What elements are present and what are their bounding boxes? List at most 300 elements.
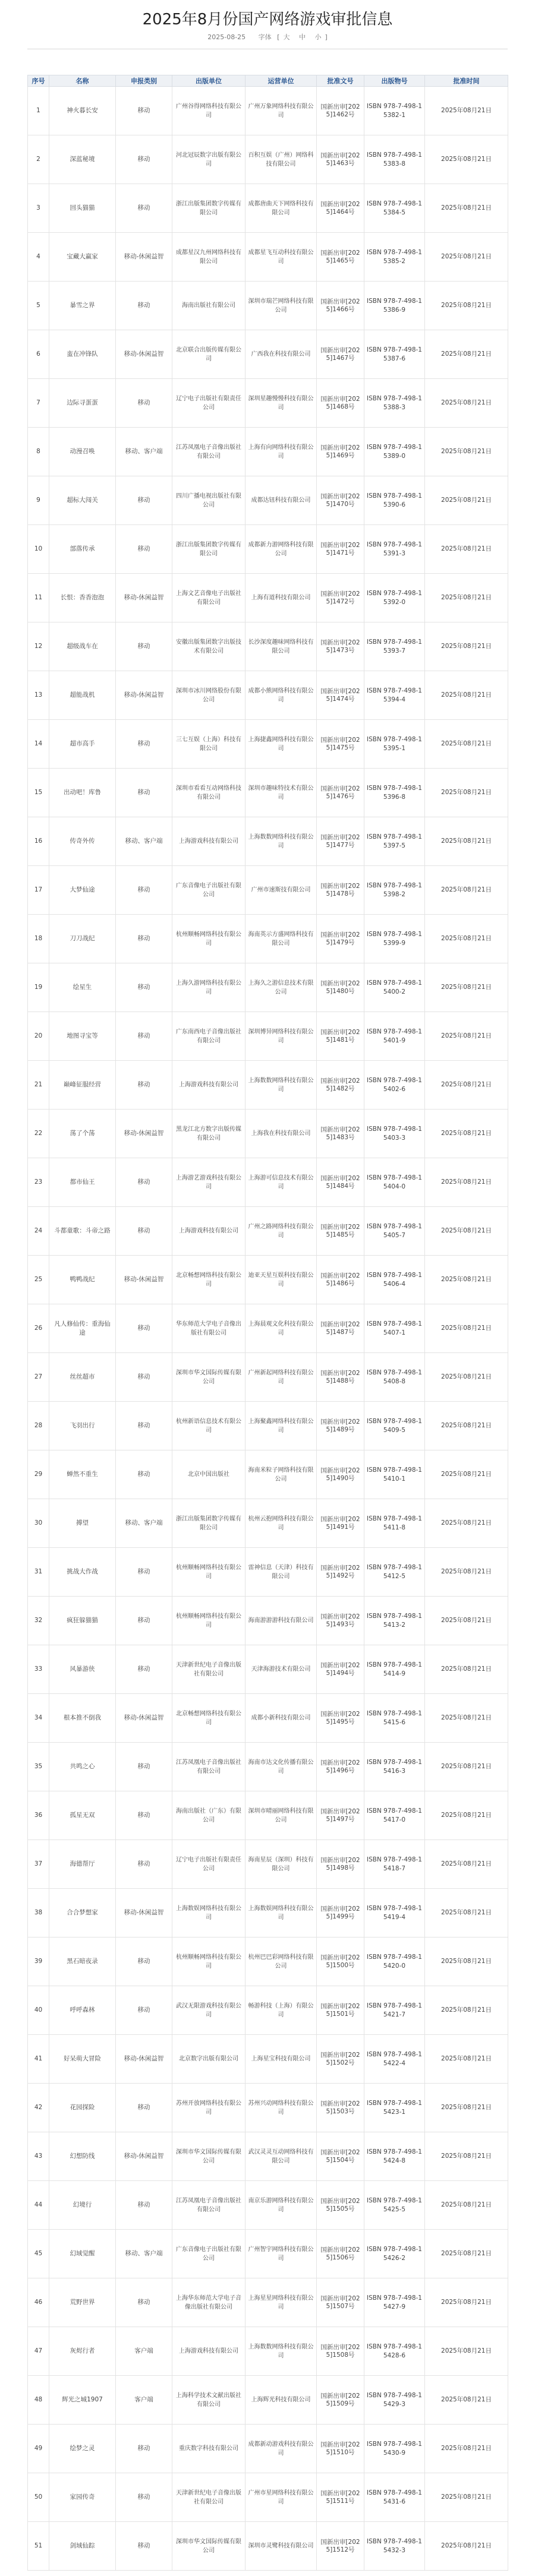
cell-publisher: 安徽出版集团数字出版技术有限公司 [172, 622, 246, 671]
cell-isbn: ISBN 978-7-498-15405-7 [364, 1207, 425, 1256]
cell-name: 疯狂躲猫猫 [49, 1597, 116, 1645]
cell-category: 移动-休闲益智 [116, 1694, 172, 1743]
cell-name: 出动吧！库鲁 [49, 769, 116, 817]
cell-isbn: ISBN 978-7-498-15388-3 [364, 379, 425, 428]
cell-publisher: 上海游戏科技有限公司 [172, 817, 246, 866]
cell-approval-date: 2025年08月21日 [425, 1840, 508, 1889]
cell-isbn: ISBN 978-7-498-15427-9 [364, 2278, 425, 2327]
cell-category: 移动 [116, 1402, 172, 1450]
cell-publisher: 深圳市华文国际传媒有限公司 [172, 1353, 246, 1402]
cell-approval-number: 国新出审[2025]1471号 [317, 525, 364, 574]
cell-publisher: 上海游艺游戏科技有限公司 [172, 1158, 246, 1207]
cell-publisher: 江苏凤凰电子音像出版社有限公司 [172, 1743, 246, 1791]
cell-isbn: ISBN 978-7-498-15402-6 [364, 1061, 425, 1110]
cell-publisher: 北京数字出版有限公司 [172, 2035, 246, 2084]
table-row [28, 428, 508, 476]
cell-no: 1 [28, 87, 49, 135]
table-row [28, 1937, 508, 1986]
cell-no: 11 [28, 574, 49, 622]
cell-publisher: 北京中国出版社 [172, 1450, 246, 1499]
cell-approval-number: 国新出审[2025]1507号 [317, 2278, 364, 2327]
cell-no: 13 [28, 671, 49, 720]
table-row [28, 2132, 508, 2181]
table-row [28, 1548, 508, 1597]
cell-name: 绘梦之灵 [49, 2425, 116, 2473]
cell-approval-date: 2025年08月21日 [425, 1402, 508, 1450]
cell-name: 巅峰征服经营 [49, 1061, 116, 1110]
cell-operator: 武汉灵灵互动网络科技有限公司 [246, 2132, 317, 2181]
cell-category: 移动 [116, 1353, 172, 1402]
cell-operator: 长沙深度趣味网络科技有限公司 [246, 622, 317, 671]
table-row [28, 2473, 508, 2522]
cell-approval-number: 国新出审[2025]1495号 [317, 1694, 364, 1743]
cell-no: 23 [28, 1158, 49, 1207]
cell-no: 14 [28, 720, 49, 769]
cell-category: 移动 [116, 2278, 172, 2327]
cell-operator: 天津海游技术有限公司 [246, 1645, 317, 1694]
cell-publisher: 河北冠辰数字出版有限公司 [172, 135, 246, 184]
cell-approval-date: 2025年08月21日 [425, 1256, 508, 1304]
cell-isbn: ISBN 978-7-498-15385-2 [364, 233, 425, 282]
table-row [28, 915, 508, 963]
table-row [28, 963, 508, 1012]
cell-name: 凡人修仙传：重海仙途 [49, 1304, 116, 1353]
cell-approval-number: 国新出审[2025]1474号 [317, 671, 364, 720]
cell-approval-date: 2025年08月21日 [425, 1889, 508, 1937]
table-row [28, 1110, 508, 1158]
table-row [28, 1597, 508, 1645]
cell-category: 移动 [116, 1548, 172, 1597]
cell-approval-number: 国新出审[2025]1484号 [317, 1158, 364, 1207]
font-size-medium-button[interactable]: 中 [298, 33, 306, 41]
cell-category: 移动-休闲益智 [116, 1110, 172, 1158]
cell-operator: 广州之路网络科技有限公司 [246, 1207, 317, 1256]
cell-approval-number: 国新出审[2025]1492号 [317, 1548, 364, 1597]
cell-approval-number: 国新出审[2025]1490号 [317, 1450, 364, 1499]
cell-operator: 广州万象网络科技有限公司 [246, 87, 317, 135]
cell-publisher: 浙江出版集团数字传媒有限公司 [172, 184, 246, 233]
cell-isbn: ISBN 978-7-498-15386-9 [364, 282, 425, 330]
cell-publisher: 海南出版社（广东）有限公司 [172, 1791, 246, 1840]
table-row [28, 2376, 508, 2425]
cell-name: 斗都童歌：斗帝之路 [49, 1207, 116, 1256]
cell-publisher: 深圳市华文国际传媒有限公司 [172, 2132, 246, 2181]
table-row [28, 2522, 508, 2571]
page-title: 2025年8月份国产网络游戏审批信息 [142, 11, 393, 29]
cell-name: 辉光之城1907 [49, 2376, 116, 2425]
table-row [28, 817, 508, 866]
cell-isbn: ISBN 978-7-498-15432-3 [364, 2522, 425, 2571]
table-row [28, 1158, 508, 1207]
cell-publisher: 天津新世纪电子音像出版社有限公司 [172, 2473, 246, 2522]
cell-category: 移动 [116, 769, 172, 817]
table-row [28, 1256, 508, 1304]
cell-publisher: 成都星汉九州网络科技有限公司 [172, 233, 246, 282]
cell-isbn: ISBN 978-7-498-15429-3 [364, 2376, 425, 2425]
cell-category: 移动 [116, 720, 172, 769]
table-row [28, 1012, 508, 1061]
cell-publisher: 北京畅想网络科技有限公司 [172, 1694, 246, 1743]
cell-operator: 深圳星趣慢慢科技有限公司 [246, 379, 317, 428]
cell-no: 29 [28, 1450, 49, 1499]
cell-isbn: ISBN 978-7-498-15394-4 [364, 671, 425, 720]
cell-category: 移动-休闲益智 [116, 330, 172, 379]
cell-approval-date: 2025年08月21日 [425, 574, 508, 622]
cell-no: 35 [28, 1743, 49, 1791]
cell-isbn: ISBN 978-7-498-15401-9 [364, 1012, 425, 1061]
cell-category: 移动 [116, 1840, 172, 1889]
table-header-row [28, 75, 508, 87]
cell-name: 飞羽出行 [49, 1402, 116, 1450]
cell-name: 搏望 [49, 1499, 116, 1548]
cell-category: 移动 [116, 2181, 172, 2230]
cell-category: 移动 [116, 1304, 172, 1353]
cell-approval-date: 2025年08月21日 [425, 671, 508, 720]
cell-operator: 深圳博异网络科技有限公司 [246, 1012, 317, 1061]
cell-approval-date: 2025年08月21日 [425, 2035, 508, 2084]
cell-approval-date: 2025年08月21日 [425, 330, 508, 379]
cell-name: 边际寻蛋蛋 [49, 379, 116, 428]
table-row [28, 330, 508, 379]
cell-name: 长恨：香香泡泡 [49, 574, 116, 622]
cell-category: 客户端 [116, 2376, 172, 2425]
cell-operator: 成都小熊网络科技有限公司 [246, 671, 317, 720]
cell-approval-date: 2025年08月21日 [425, 1597, 508, 1645]
cell-no: 38 [28, 1889, 49, 1937]
cell-isbn: ISBN 978-7-498-15393-7 [364, 622, 425, 671]
cell-approval-date: 2025年08月21日 [425, 2376, 508, 2425]
cell-isbn: ISBN 978-7-498-15406-4 [364, 1256, 425, 1304]
cell-isbn: ISBN 978-7-498-15412-5 [364, 1548, 425, 1597]
cell-no: 7 [28, 379, 49, 428]
cell-approval-number: 国新出审[2025]1480号 [317, 963, 364, 1012]
cell-approval-number: 国新出审[2025]1489号 [317, 1402, 364, 1450]
cell-approval-date: 2025年08月21日 [425, 1207, 508, 1256]
table-row [28, 233, 508, 282]
cell-approval-date: 2025年08月21日 [425, 1353, 508, 1402]
cell-publisher: 杭州顺畅网络科技有限公司 [172, 915, 246, 963]
table-row [28, 2327, 508, 2376]
cell-name: 回头猫猫 [49, 184, 116, 233]
cell-name: 都市仙王 [49, 1158, 116, 1207]
cell-category: 移动-休闲益智 [116, 233, 172, 282]
cell-no: 27 [28, 1353, 49, 1402]
table-row [28, 1499, 508, 1548]
cell-operator: 海南英示方盛网络科技有限公司 [246, 915, 317, 963]
cell-operator: 成都唐曲天下网络科技有限公司 [246, 184, 317, 233]
cell-name: 花园探险 [49, 2084, 116, 2132]
font-size-small-button[interactable]: 小 [314, 33, 322, 41]
cell-name: 蛮在冲锋队 [49, 330, 116, 379]
cell-publisher: 广东音像电子出版社有限公司 [172, 866, 246, 915]
cell-no: 12 [28, 622, 49, 671]
cell-publisher: 江苏凤凰电子音像出版社有限公司 [172, 428, 246, 476]
cell-publisher: 辽宁电子出版社有限责任公司 [172, 379, 246, 428]
cell-name: 荒野世界 [49, 2278, 116, 2327]
table-body [28, 87, 508, 2571]
table-row [28, 1791, 508, 1840]
cell-category: 移动、客户端 [116, 428, 172, 476]
cell-approval-date: 2025年08月21日 [425, 769, 508, 817]
cell-publisher: 辽宁电子出版社有限责任公司 [172, 1840, 246, 1889]
cell-isbn: ISBN 978-7-498-15414-9 [364, 1645, 425, 1694]
cell-publisher: 上海久游网络科技有限公司 [172, 963, 246, 1012]
cell-name: 海德帮厅 [49, 1840, 116, 1889]
cell-category: 移动-休闲益智 [116, 1256, 172, 1304]
cell-no: 15 [28, 769, 49, 817]
cell-operator: 雷神信息（天津）科技有限公司 [246, 1548, 317, 1597]
font-size-large-button[interactable]: 大 [283, 33, 290, 41]
cell-approval-number: 国新出审[2025]1493号 [317, 1597, 364, 1645]
cell-approval-date: 2025年08月21日 [425, 963, 508, 1012]
cell-name: 传奇外传 [49, 817, 116, 866]
cell-no: 30 [28, 1499, 49, 1548]
cell-category: 移动 [116, 1158, 172, 1207]
cell-approval-number: 国新出审[2025]1499号 [317, 1889, 364, 1937]
cell-no: 34 [28, 1694, 49, 1743]
cell-no: 24 [28, 1207, 49, 1256]
table-row [28, 2084, 508, 2132]
table-row [28, 525, 508, 574]
cell-operator: 广州市星网络科技有限公司 [246, 2473, 317, 2522]
cell-isbn: ISBN 978-7-498-15389-0 [364, 428, 425, 476]
cell-no: 8 [28, 428, 49, 476]
cell-approval-date: 2025年08月21日 [425, 2132, 508, 2181]
cell-isbn: ISBN 978-7-498-15387-6 [364, 330, 425, 379]
header-category: 申报类别 [116, 75, 172, 87]
cell-operator: 上海久之游信息技术有限公司 [246, 963, 317, 1012]
cell-operator: 杭州云抱网络科技有限公司 [246, 1499, 317, 1548]
cell-approval-date: 2025年08月21日 [425, 2278, 508, 2327]
cell-publisher: 三七互娱（上海）科技有限公司 [172, 720, 246, 769]
cell-no: 45 [28, 2230, 49, 2278]
cell-isbn: ISBN 978-7-498-15419-4 [364, 1889, 425, 1937]
cell-no: 25 [28, 1256, 49, 1304]
cell-category: 移动、客户端 [116, 1499, 172, 1548]
cell-name: 丝丝超市 [49, 1353, 116, 1402]
table-row [28, 574, 508, 622]
table-row [28, 622, 508, 671]
cell-operator: 南京乐游网络科技有限公司 [246, 2181, 317, 2230]
cell-approval-number: 国新出审[2025]1464号 [317, 184, 364, 233]
cell-isbn: ISBN 978-7-498-15384-5 [364, 184, 425, 233]
cell-name: 荡了个荡 [49, 1110, 116, 1158]
cell-approval-number: 国新出审[2025]1502号 [317, 2035, 364, 2084]
cell-category: 移动 [116, 1937, 172, 1986]
cell-isbn: ISBN 978-7-498-15422-4 [364, 2035, 425, 2084]
cell-no: 6 [28, 330, 49, 379]
cell-name: 地图寻宝等 [49, 1012, 116, 1061]
table-row [28, 87, 508, 135]
cell-isbn: ISBN 978-7-498-15398-2 [364, 866, 425, 915]
table-row [28, 184, 508, 233]
cell-category: 移动 [116, 2084, 172, 2132]
cell-name: 超市高手 [49, 720, 116, 769]
cell-publisher: 浙江出版集团数字传媒有限公司 [172, 525, 246, 574]
cell-operator: 上海我在科技有限公司 [246, 1110, 317, 1158]
cell-publisher: 北京畅想网络科技有限公司 [172, 1256, 246, 1304]
cell-no: 10 [28, 525, 49, 574]
cell-publisher: 重庆数字科技有限公司 [172, 2425, 246, 2473]
cell-category: 移动 [116, 2425, 172, 2473]
cell-no: 31 [28, 1548, 49, 1597]
cell-isbn: ISBN 978-7-498-15425-5 [364, 2181, 425, 2230]
cell-isbn: ISBN 978-7-498-15395-1 [364, 720, 425, 769]
approval-table [27, 75, 508, 2571]
cell-publisher: 四川广播电视出版社有限公司 [172, 476, 246, 525]
cell-operator: 上海辉光科技有限公司 [246, 2376, 317, 2425]
cell-approval-date: 2025年08月21日 [425, 817, 508, 866]
cell-approval-date: 2025年08月21日 [425, 1110, 508, 1158]
cell-no: 3 [28, 184, 49, 233]
cell-name: 绘星生 [49, 963, 116, 1012]
cell-approval-date: 2025年08月21日 [425, 2473, 508, 2522]
cell-operator: 上海聚鑫网络科技有限公司 [246, 1402, 317, 1450]
cell-name: 灰烬行者 [49, 2327, 116, 2376]
cell-approval-number: 国新出审[2025]1470号 [317, 476, 364, 525]
cell-isbn: ISBN 978-7-498-15409-5 [364, 1402, 425, 1450]
table-row [28, 769, 508, 817]
cell-approval-date: 2025年08月21日 [425, 622, 508, 671]
divider [27, 49, 508, 56]
cell-category: 移动 [116, 622, 172, 671]
header-approval-date: 批准时间 [425, 75, 508, 87]
table-row [28, 1207, 508, 1256]
cell-category: 移动、客户端 [116, 2230, 172, 2278]
cell-category: 移动 [116, 1061, 172, 1110]
cell-approval-number: 国新出审[2025]1508号 [317, 2327, 364, 2376]
header-isbn: 出版物号 [364, 75, 425, 87]
cell-category: 移动 [116, 476, 172, 525]
cell-no: 43 [28, 2132, 49, 2181]
cell-approval-number: 国新出审[2025]1473号 [317, 622, 364, 671]
cell-operator: 上海有向网络科技有限公司 [246, 428, 317, 476]
cell-approval-number: 国新出审[2025]1501号 [317, 1986, 364, 2035]
cell-no: 42 [28, 2084, 49, 2132]
cell-approval-date: 2025年08月21日 [425, 1645, 508, 1694]
cell-isbn: ISBN 978-7-498-15396-8 [364, 769, 425, 817]
cell-name: 呼呼森林 [49, 1986, 116, 2035]
cell-isbn: ISBN 978-7-498-15423-1 [364, 2084, 425, 2132]
cell-category: 移动 [116, 282, 172, 330]
cell-no: 48 [28, 2376, 49, 2425]
cell-isbn: ISBN 978-7-498-15416-3 [364, 1743, 425, 1791]
cell-isbn: ISBN 978-7-498-15404-0 [364, 1158, 425, 1207]
cell-category: 移动 [116, 1791, 172, 1840]
cell-name: 超标大闯关 [49, 476, 116, 525]
cell-operator: 成都新动游戏科技有限公司 [246, 2425, 317, 2473]
cell-operator: 海南星辰（深圳）科技有限公司 [246, 1840, 317, 1889]
cell-publisher: 武汉无限游戏科技有限公司 [172, 1986, 246, 2035]
cell-operator: 上海有道科技有限公司 [246, 574, 317, 622]
table-row [28, 476, 508, 525]
cell-isbn: ISBN 978-7-498-15417-0 [364, 1791, 425, 1840]
cell-isbn: ISBN 978-7-498-15383-8 [364, 135, 425, 184]
cell-no: 46 [28, 2278, 49, 2327]
cell-category: 移动-休闲益智 [116, 2132, 172, 2181]
cell-approval-date: 2025年08月21日 [425, 2522, 508, 2571]
cell-publisher: 广州谷得网络科技有限公司 [172, 87, 246, 135]
cell-category: 移动 [116, 1597, 172, 1645]
cell-no: 28 [28, 1402, 49, 1450]
cell-category: 移动-休闲益智 [116, 671, 172, 720]
cell-approval-number: 国新出审[2025]1466号 [317, 282, 364, 330]
cell-name: 孤星无双 [49, 1791, 116, 1840]
cell-publisher: 广东音像电子出版社有限公司 [172, 2230, 246, 2278]
cell-isbn: ISBN 978-7-498-15399-9 [364, 915, 425, 963]
cell-name: 超能战机 [49, 671, 116, 720]
cell-no: 4 [28, 233, 49, 282]
cell-no: 19 [28, 963, 49, 1012]
cell-publisher: 杭州顺畅网络科技有限公司 [172, 1937, 246, 1986]
cell-approval-date: 2025年08月21日 [425, 866, 508, 915]
cell-approval-number: 国新出审[2025]1506号 [317, 2230, 364, 2278]
article-meta [0, 31, 535, 44]
cell-approval-date: 2025年08月21日 [425, 1986, 508, 2035]
cell-no: 22 [28, 1110, 49, 1158]
cell-name: 黑石暗夜录 [49, 1937, 116, 1986]
cell-approval-number: 国新出审[2025]1465号 [317, 233, 364, 282]
cell-isbn: ISBN 978-7-498-15424-8 [364, 2132, 425, 2181]
cell-name: 部落传承 [49, 525, 116, 574]
table-row [28, 1743, 508, 1791]
table-row [28, 282, 508, 330]
cell-operator: 杭州巴巴彩网络科技有限公司 [246, 1937, 317, 1986]
cell-operator: 上海晨观文化科技有限公司 [246, 1304, 317, 1353]
cell-isbn: ISBN 978-7-498-15382-1 [364, 87, 425, 135]
cell-category: 移动 [116, 866, 172, 915]
cell-name: 深蓝秘境 [49, 135, 116, 184]
cell-approval-date: 2025年08月21日 [425, 1548, 508, 1597]
cell-name: 幻境行 [49, 2181, 116, 2230]
cell-isbn: ISBN 978-7-498-15415-6 [364, 1694, 425, 1743]
cell-approval-date: 2025年08月21日 [425, 1694, 508, 1743]
header-name: 名称 [49, 75, 116, 87]
cell-no: 32 [28, 1597, 49, 1645]
cell-operator: 上海捷鑫网络科技有限公司 [246, 720, 317, 769]
cell-operator: 深圳市晴丽网络科技有限公司 [246, 1791, 317, 1840]
cell-approval-date: 2025年08月21日 [425, 915, 508, 963]
cell-operator: 深圳市趣味特技术有限公司 [246, 769, 317, 817]
cell-approval-number: 国新出审[2025]1485号 [317, 1207, 364, 1256]
cell-approval-date: 2025年08月21日 [425, 282, 508, 330]
cell-isbn: ISBN 978-7-498-15407-1 [364, 1304, 425, 1353]
cell-no: 16 [28, 817, 49, 866]
cell-name: 大梦仙途 [49, 866, 116, 915]
cell-name: 家园传奇 [49, 2473, 116, 2522]
cell-category: 移动 [116, 963, 172, 1012]
cell-approval-date: 2025年08月21日 [425, 1937, 508, 1986]
cell-publisher: 上海科学技术文献出版社有限公司 [172, 2376, 246, 2425]
cell-approval-date: 2025年08月21日 [425, 720, 508, 769]
cell-approval-number: 国新出审[2025]1511号 [317, 2473, 364, 2522]
cell-operator: 海南市达文化传播有限公司 [246, 1743, 317, 1791]
cell-approval-number: 国新出审[2025]1463号 [317, 135, 364, 184]
cell-publisher: 江苏凤凰电子音像出版社有限公司 [172, 2181, 246, 2230]
cell-name: 暴雪之界 [49, 282, 116, 330]
cell-operator: 广州新起网络科技有限公司 [246, 1353, 317, 1402]
cell-name: 超级战车在 [49, 622, 116, 671]
cell-approval-date: 2025年08月21日 [425, 379, 508, 428]
cell-isbn: ISBN 978-7-498-15426-2 [364, 2230, 425, 2278]
cell-approval-date: 2025年08月21日 [425, 476, 508, 525]
cell-approval-number: 国新出审[2025]1497号 [317, 1791, 364, 1840]
cell-operator: 广州市速斯技有限公司 [246, 866, 317, 915]
cell-isbn: ISBN 978-7-498-15421-7 [364, 1986, 425, 2035]
cell-publisher: 华东师范大学电子音像出版社有限公司 [172, 1304, 246, 1353]
cell-approval-number: 国新出审[2025]1504号 [317, 2132, 364, 2181]
cell-name: 幻想防线 [49, 2132, 116, 2181]
